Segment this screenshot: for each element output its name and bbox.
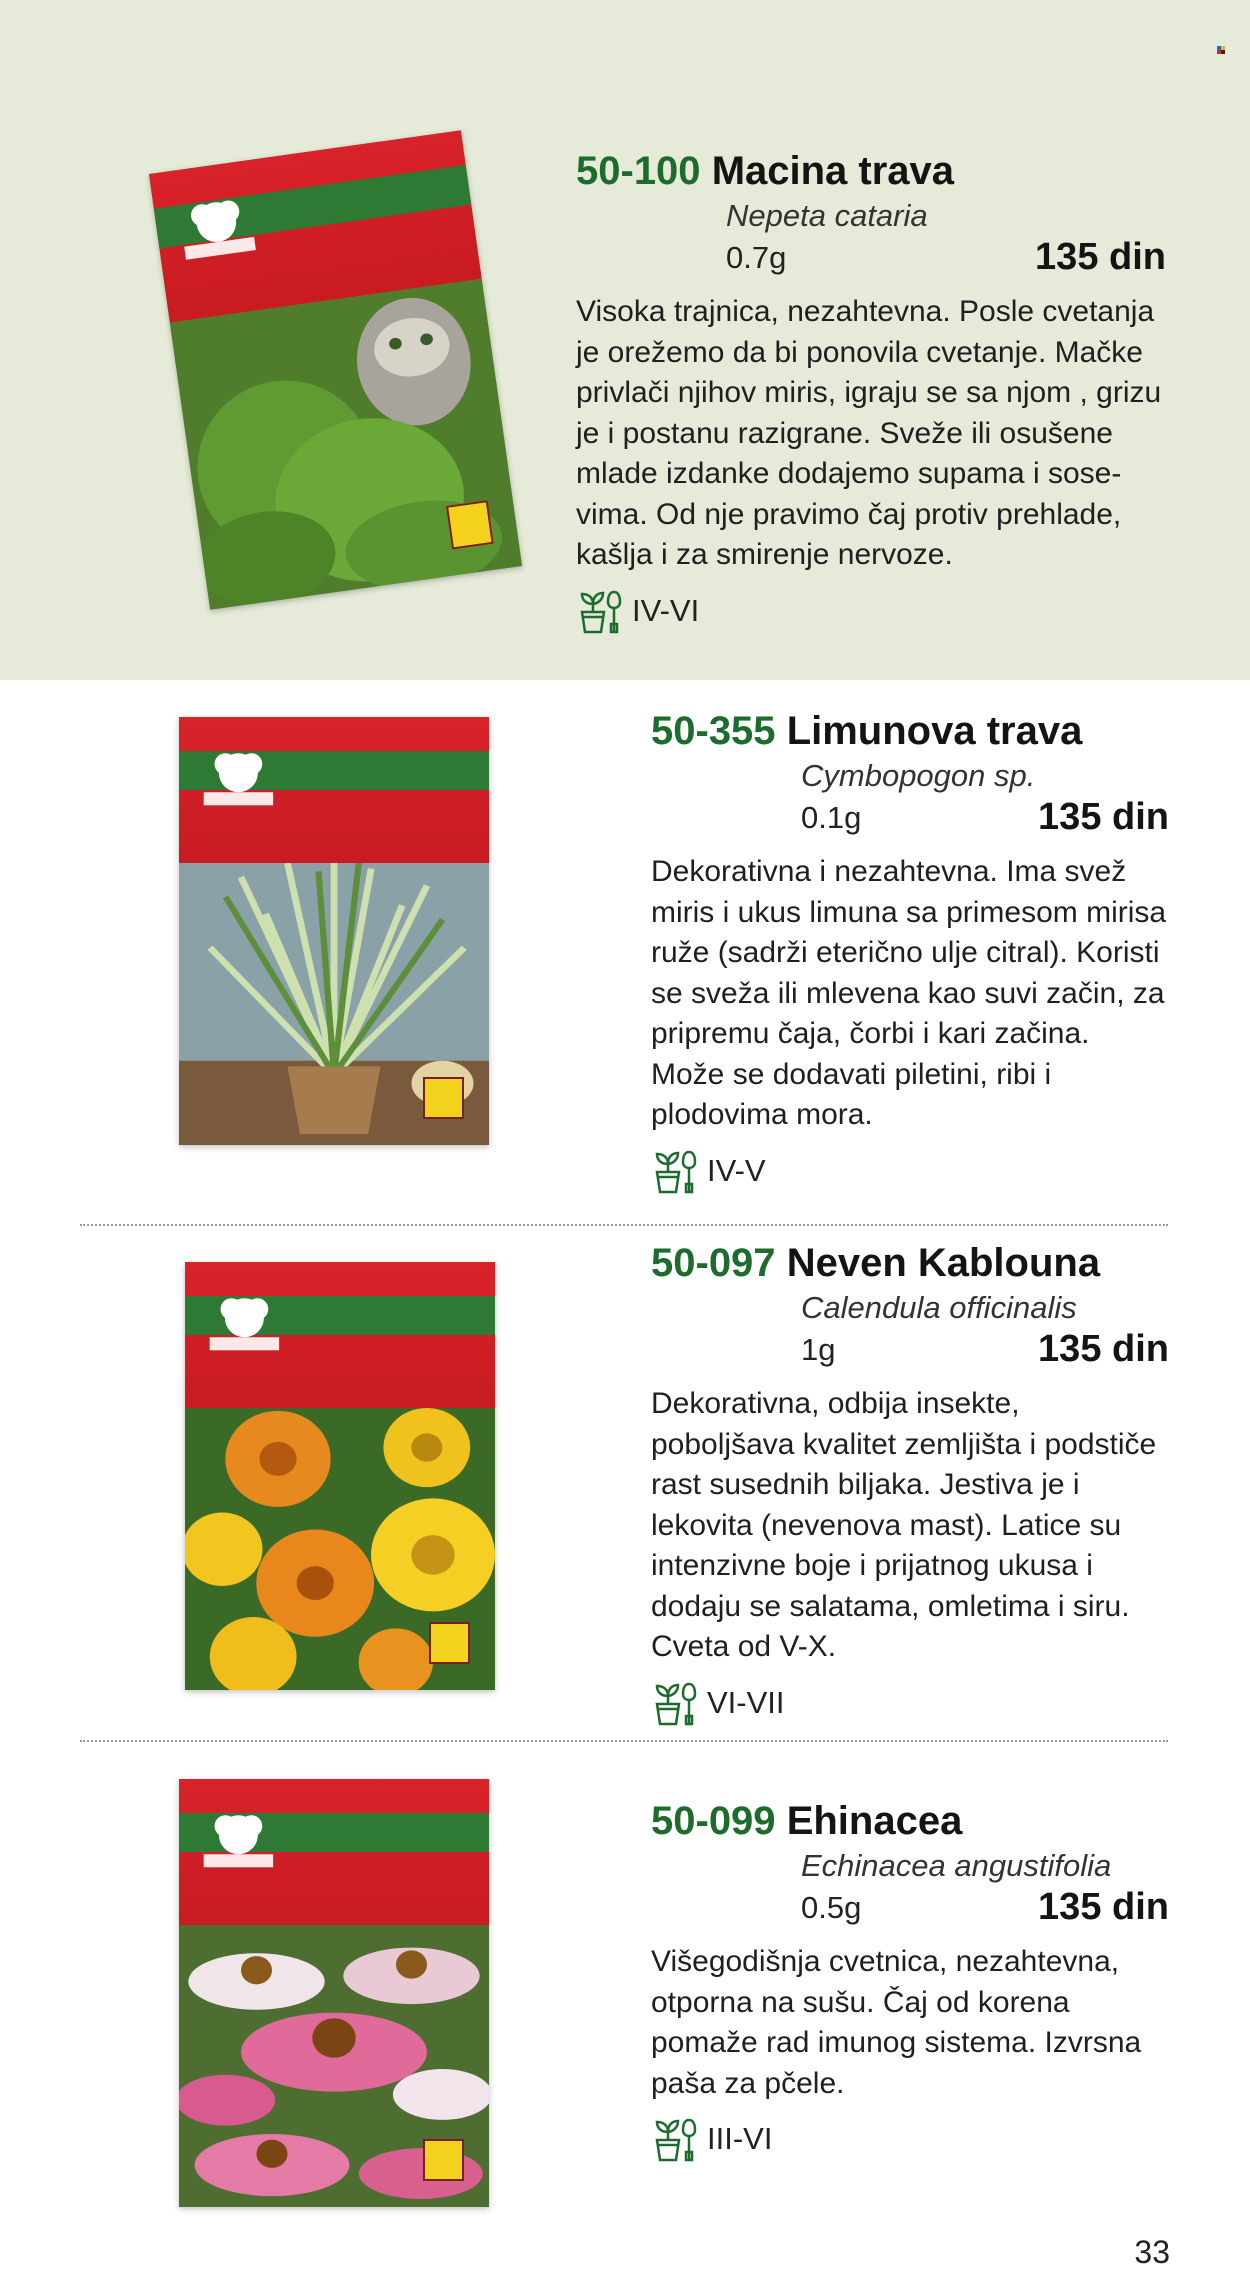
- product-description: Dekorativna i nezahtevna. Ima svež miris i ukus limuna sa primesom mirisa ruže (sadrži eterično ulje citral). Koristi se sveža ili mlevena kao suvi začin, za pripremu čaja, čorbi i kari začina. Može se dodavati piletini, ribi i plodovima mora.: [651, 855, 1167, 1131]
- product-name: Ehinacea: [786, 1799, 963, 1843]
- section-divider: [80, 1740, 1168, 1742]
- brand-logo: [201, 1275, 288, 1369]
- brand-logo: [166, 173, 267, 281]
- product-code: 50-100: [576, 149, 701, 193]
- plant-pot-trowel-icon: [651, 1678, 701, 1728]
- brand-logo: [195, 730, 282, 824]
- sowing-period: [651, 2114, 1169, 2164]
- seed-packet-image-echinacea: [179, 1779, 489, 2207]
- seed-packet-image-catnip: [149, 130, 522, 610]
- product-heading: [576, 148, 1166, 194]
- season-label: III-VI: [707, 2121, 773, 2156]
- plant-pot-trowel-icon: [651, 1146, 701, 1196]
- latin-name: Echinacea angustifolia: [801, 1848, 1112, 1883]
- product-heading: [651, 1240, 1169, 1286]
- product-description: Visoka trajnica, nezahtevna. Posle cvetanja je orežemo da bi ponovila cvetanje. Mačke privlači njihov miris, igraju se sa njom , grizu je i postanu razigrane. Sveže ili osušene mlade izdanke dodajemo supama i sose- vima. Od nje pravimo čaj protiv prehlade, kašlja i za smirenje nervoze.: [576, 295, 1162, 571]
- plant-pot-trowel-icon: [651, 2114, 701, 2164]
- weight-price-row: [801, 1886, 1169, 1930]
- seed-weight: 0.1g: [801, 800, 862, 835]
- weight-price-row: [801, 1328, 1169, 1372]
- weight-price-row: [801, 796, 1169, 840]
- section-divider: [80, 1224, 1168, 1226]
- product-info-echinacea: [651, 1798, 1169, 2164]
- season-label: IV-V: [707, 1152, 766, 1188]
- product-name: Limunova trava: [786, 709, 1083, 753]
- price: 135 din: [1035, 236, 1166, 278]
- price: 135 din: [1038, 1328, 1169, 1370]
- plant-pot-trowel-icon: [576, 586, 626, 636]
- sowing-period: [651, 1146, 1169, 1196]
- brand-logo: [195, 1792, 282, 1886]
- seed-weight: 1g: [801, 1332, 836, 1367]
- product-code: 50-355: [651, 709, 776, 753]
- product-description: Višegodišnja cvetnica, nezahtevna, otporna na sušu. Čaj od korena pomaže rad imunog sistema. Izvrsna paša za pčele.: [651, 1945, 1142, 2100]
- product-info-lemongrass: [651, 708, 1169, 1196]
- season-label: IV-VI: [632, 592, 700, 628]
- product-name: Neven Kablouna: [786, 1241, 1101, 1285]
- weight-price-row: [726, 236, 1166, 280]
- seed-packet-image-calendula: [185, 1262, 495, 1690]
- latin-name: Cymbopogon sp.: [801, 758, 1036, 793]
- page-number: 33: [1134, 2234, 1170, 2270]
- latin-name: Nepeta cataria: [726, 198, 928, 233]
- product-name: Macina trava: [711, 149, 955, 193]
- product-code: 50-097: [651, 1241, 776, 1285]
- product-info-catnip: [576, 148, 1166, 636]
- seed-weight: 0.5g: [801, 1890, 862, 1925]
- seed-packet-image-lemongrass: [179, 717, 489, 1145]
- latin-name: Calendula officinalis: [801, 1290, 1077, 1325]
- product-code: 50-099: [651, 1799, 776, 1843]
- sowing-period: [651, 1678, 1169, 1728]
- product-info-calendula: [651, 1240, 1169, 1728]
- product-heading: [651, 708, 1169, 754]
- product-description: Dekorativna, odbija insekte, poboljšava kvalitet zemljišta i podstiče rast susednih biljaka. Jestiva je i lekovita (nevenova mast). Latice su intenzivne boje i prijatnog ukusa i dodaju se salatama, omletima i siru. Cveta od V-X.: [651, 1387, 1157, 1663]
- sowing-period: [576, 586, 1166, 636]
- seed-weight: 0.7g: [726, 240, 787, 275]
- product-heading: [651, 1798, 1169, 1844]
- color-marker-icon: [1217, 46, 1225, 54]
- price: 135 din: [1038, 796, 1169, 838]
- season-label: VI-VII: [707, 1684, 785, 1720]
- price: 135 din: [1038, 1886, 1169, 1928]
